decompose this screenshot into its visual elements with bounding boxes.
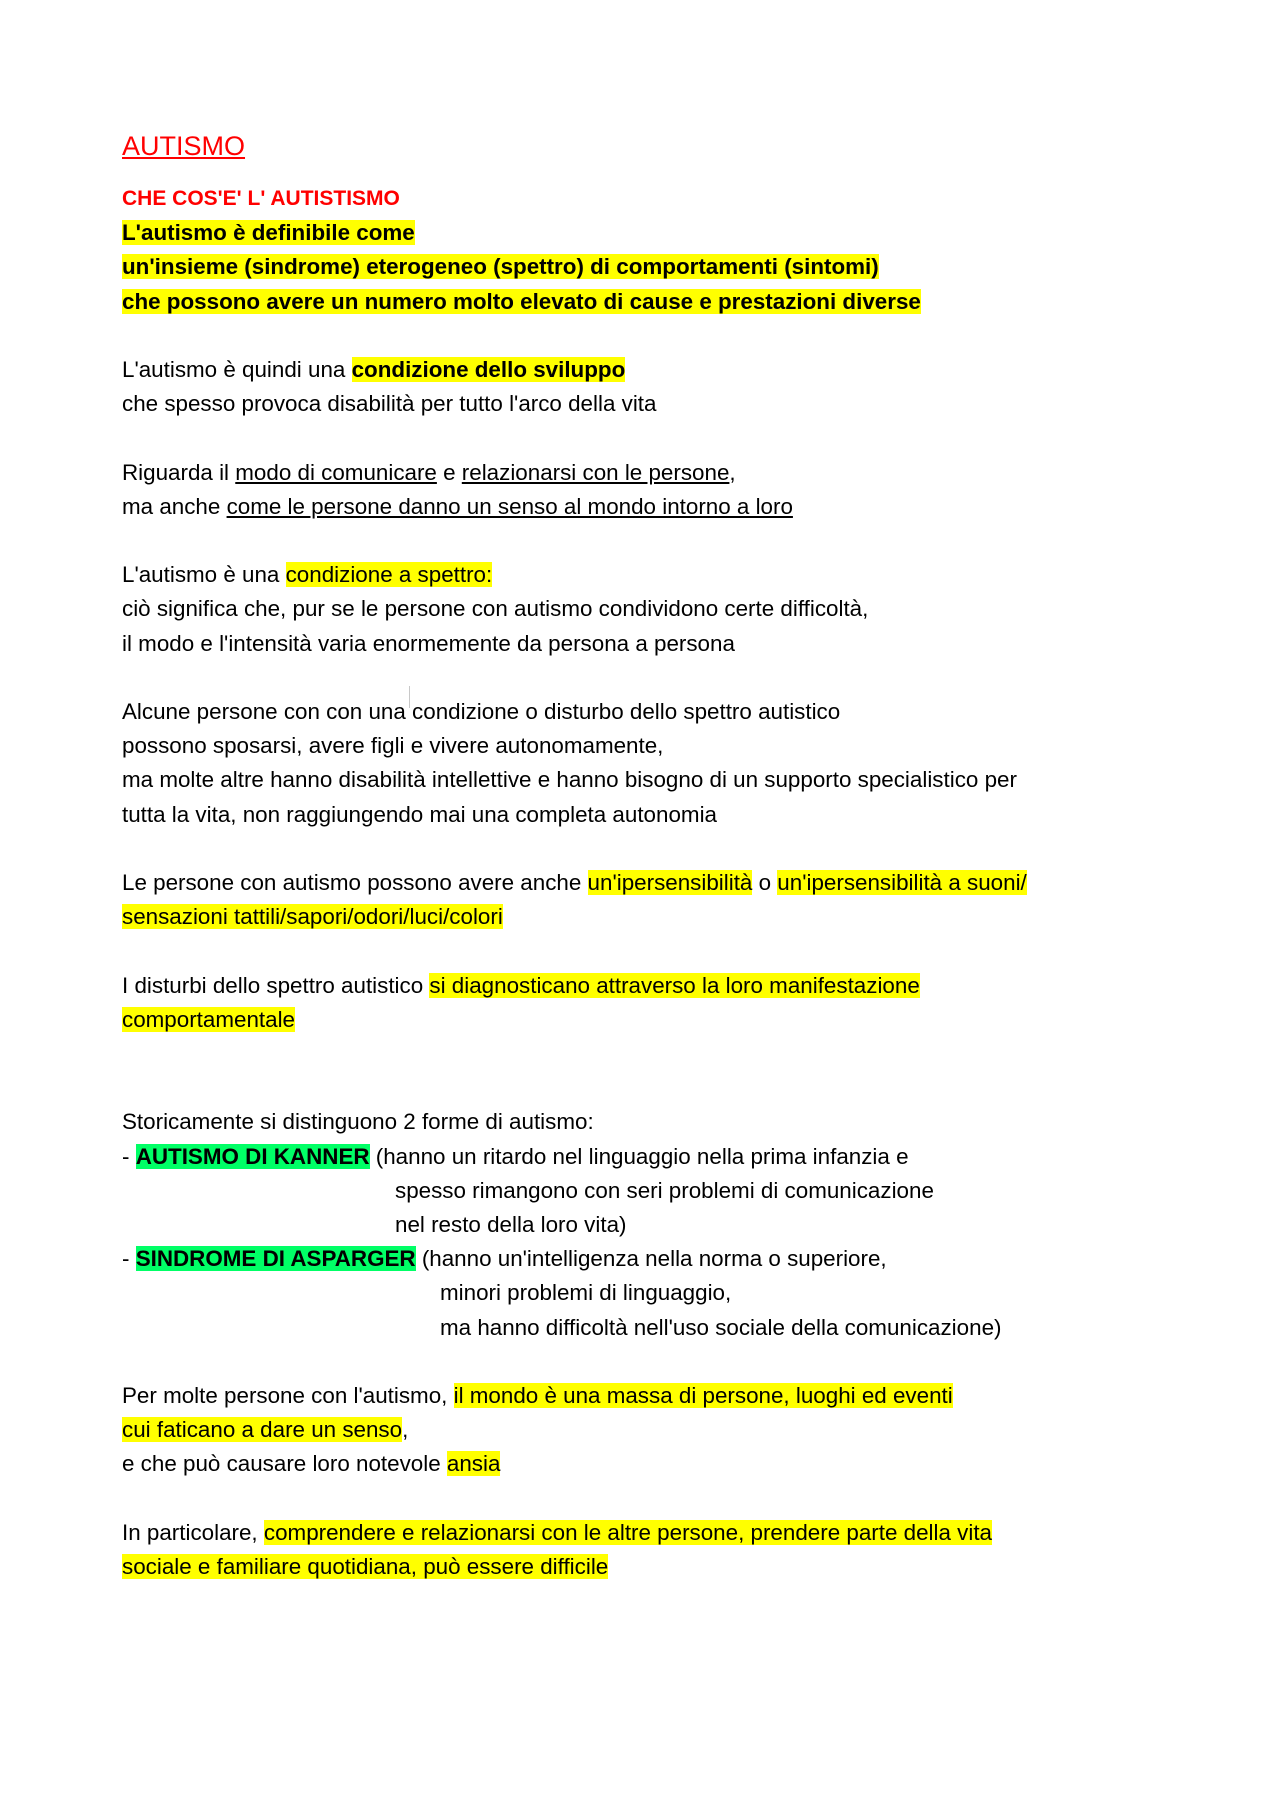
- list-item-continuation: ma hanno difficoltà nell'uso sociale della comunicazione): [440, 1314, 1002, 1340]
- paragraph-line: [122, 1379, 1182, 1413]
- document-body: [122, 126, 1182, 1584]
- paragraph-line: [122, 490, 1182, 524]
- text-run: L'autismo è quindi una: [122, 357, 352, 382]
- text-run: -: [122, 1143, 136, 1169]
- paragraph-line: il modo e l'intensità varia enormemente da persona a persona: [122, 630, 735, 656]
- paragraph-line: [122, 900, 1182, 934]
- highlight: sociale e familiare quotidiana, può essere difficile: [122, 1553, 609, 1579]
- highlight: un'insieme (sindrome) eterogeneo (spettro) di comportamenti (sintomi): [122, 254, 879, 280]
- highlight: un'ipersensibilità a suoni/: [777, 869, 1027, 895]
- underlined-text: relazionarsi con le persone: [461, 459, 730, 485]
- paragraph-line: ciò significa che, pur se le persone con autismo condividono certe difficoltà,: [122, 596, 869, 622]
- highlight: sensazioni tattili/sapori/odori/luci/colori: [122, 904, 503, 930]
- list-item: [122, 1140, 1182, 1174]
- definition-line-3: [122, 285, 1182, 319]
- text-run: In particolare,: [122, 1519, 264, 1545]
- text-run: Le persone con autismo possono avere anche: [122, 869, 588, 895]
- text-run: o: [752, 869, 778, 895]
- list-item-continuation: minori problemi di linguaggio,: [440, 1280, 732, 1306]
- paragraph-line: Storicamente si distinguono 2 forme di autismo:: [122, 1109, 594, 1135]
- highlight: cui faticano a dare un senso: [122, 1417, 403, 1443]
- text-run: L'autismo è una: [122, 562, 286, 588]
- paragraph-line: [122, 866, 1182, 900]
- underlined-text: come le persone danno un senso al mondo intorno a loro: [226, 493, 793, 519]
- text-run: e che può causare loro notevole: [122, 1451, 447, 1477]
- highlight: comportamentale: [122, 1006, 295, 1032]
- paragraph-line: che spesso provoca disabilità per tutto l'arco della vita: [122, 391, 657, 417]
- list-item: [122, 1242, 1182, 1276]
- text-run: ,: [402, 1417, 409, 1443]
- highlight: comprendere e relazionarsi con le altre persone, prendere parte della vita: [263, 1519, 993, 1545]
- paragraph-line: [122, 969, 1182, 1003]
- paragraph-line: [122, 1516, 1182, 1550]
- highlight: il mondo è una massa di persone, luoghi ed eventi: [453, 1382, 953, 1408]
- highlight: condizione a spettro:: [285, 562, 493, 588]
- document-title: AUTISMO: [122, 131, 246, 161]
- underlined-text: modo di comunicare: [235, 459, 437, 485]
- highlight: L'autismo è definibile come: [122, 220, 415, 246]
- definition-line-1: [122, 216, 1182, 250]
- paragraph-line: [122, 1003, 1182, 1037]
- text-run: (hanno un ritardo nel linguaggio nella prima infanzia e: [369, 1143, 909, 1169]
- list-item-continuation: nel resto della loro vita): [395, 1211, 627, 1237]
- text-run: -: [122, 1246, 136, 1272]
- green-highlight: SINDROME DI ASPARGER: [135, 1246, 416, 1272]
- text-run: I disturbi dello spettro autistico: [122, 972, 430, 998]
- paragraph-line: tutta la vita, non raggiungendo mai una completa autonomia: [122, 801, 717, 827]
- definition-line-2: [122, 250, 1182, 284]
- paragraph-line: [122, 456, 1182, 490]
- list-item-continuation: spesso rimangono con seri problemi di comunicazione: [395, 1177, 934, 1203]
- paragraph-line: [122, 558, 1182, 592]
- paragraph-line: ma molte altre hanno disabilità intellettive e hanno bisogno di un supporto specialistico per: [122, 767, 1017, 793]
- paragraph-line: possono sposarsi, avere figli e vivere autonomamente,: [122, 733, 664, 759]
- paragraph-line: [122, 353, 1182, 387]
- highlight: un'ipersensibilità: [587, 869, 753, 895]
- highlight: ansia: [446, 1451, 501, 1477]
- text-run: Per molte persone con l'autismo,: [122, 1382, 454, 1408]
- paragraph-line: [122, 1413, 1182, 1447]
- text-run: e: [436, 459, 462, 485]
- highlight: condizione dello sviluppo: [351, 357, 626, 382]
- paragraph-line: [122, 1447, 1182, 1481]
- paragraph-line: [122, 1550, 1182, 1584]
- green-highlight: AUTISMO DI KANNER: [135, 1143, 370, 1169]
- text-run: Riguarda il: [122, 459, 236, 485]
- text-run: ,: [729, 459, 736, 485]
- section-heading: CHE COS'E' L' AUTISTISMO: [122, 187, 400, 210]
- text-run: ma anche: [122, 493, 227, 519]
- highlight: che possono avere un numero molto elevato di cause e prestazioni diverse: [122, 288, 921, 314]
- paragraph-line: Alcune persone con con una condizione o disturbo dello spettro autistico: [122, 698, 841, 724]
- text-run: (hanno un'intelligenza nella norma o superiore,: [415, 1246, 887, 1272]
- highlight: si diagnosticano attraverso la loro manifestazione: [429, 972, 920, 998]
